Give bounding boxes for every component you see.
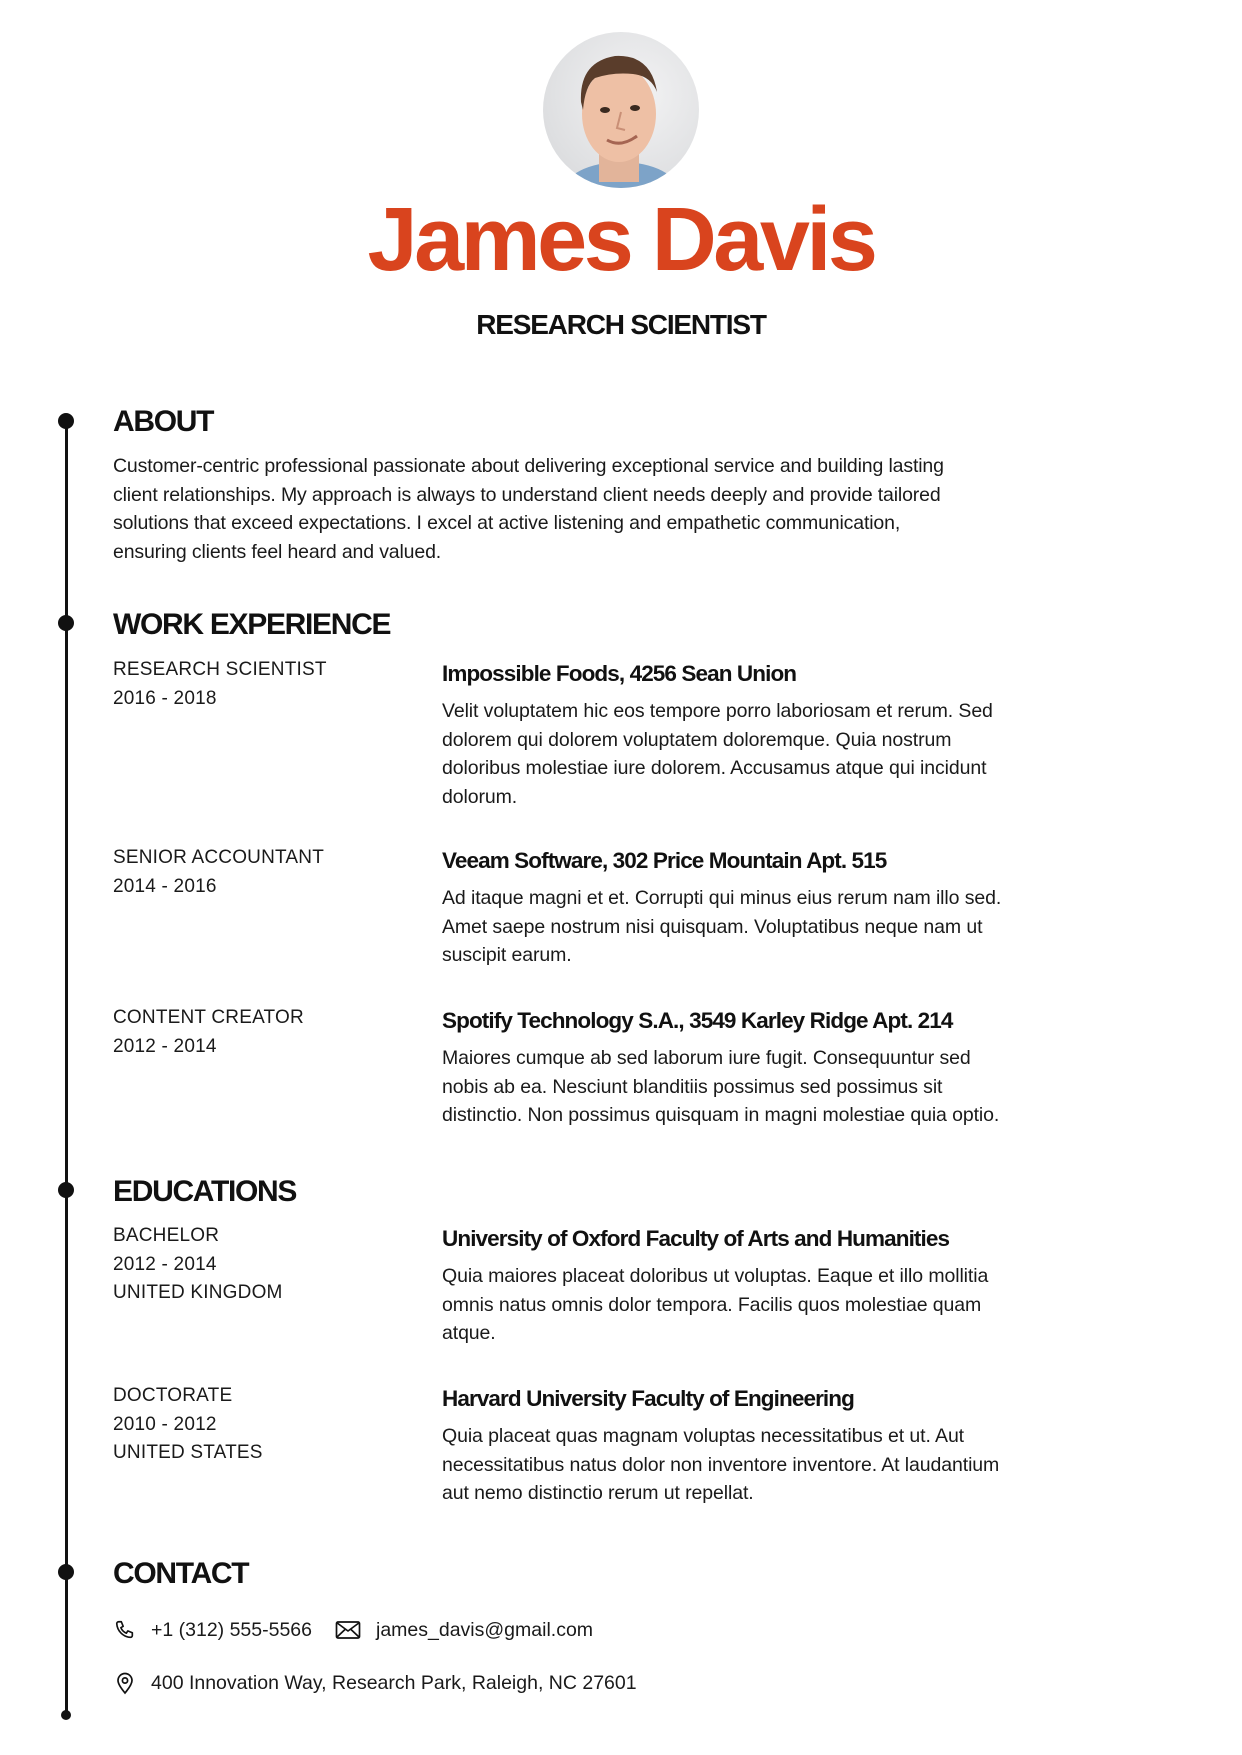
work-item [442, 660, 1132, 812]
work-item [442, 1007, 1132, 1130]
description-line: Quia maiores placeat doloribus ut voluptas. Eaque et illo mollitia [442, 1265, 989, 1287]
location-pin-icon [113, 1671, 137, 1695]
education-description [442, 1262, 1132, 1348]
work-description [442, 697, 1132, 812]
candidate-title: RESEARCH SCIENTIST [476, 309, 766, 340]
education-description [442, 1422, 1132, 1508]
about-line: client relationships. My approach is always to understand client needs deeply and provide tailored [113, 483, 941, 506]
work-years: 2014 - 2016 [113, 875, 217, 897]
profile-photo-illustration [543, 32, 699, 188]
contact-row-address [113, 1668, 637, 1698]
education-item-meta [113, 1222, 283, 1308]
about-text [113, 452, 944, 567]
education-years: 2010 - 2012 [113, 1413, 217, 1435]
description-line: dolorum. [442, 786, 518, 809]
description-line: Amet saepe nostrum nisi quisquam. Voluptatibus neque nam ut [442, 915, 983, 938]
about-heading: ABOUT [113, 405, 214, 438]
education-years: 2012 - 2014 [113, 1253, 217, 1275]
description-line: suscipit earum. [442, 944, 572, 967]
work-company: Veeam Software, 302 Price Mountain Apt. 515 [442, 848, 887, 873]
contact-heading: CONTACT [113, 1557, 249, 1590]
description-line: Maiores cumque ab sed laborum iure fugit. Consequuntur sed [442, 1047, 971, 1069]
work-years: 2016 - 2018 [113, 687, 217, 709]
contact-email[interactable]: james_davis@gmail.com [376, 1618, 594, 1641]
education-item [442, 1385, 1132, 1508]
work-item-meta [113, 1004, 304, 1061]
work-heading: WORK EXPERIENCE [113, 608, 391, 641]
work-item-meta [113, 844, 324, 901]
contact-phone[interactable]: +1 (312) 555-5566 [151, 1618, 312, 1641]
about-line: Customer-centric professional passionate about delivering exceptional service and building lasting [113, 455, 944, 477]
timeline-end-dot [61, 1710, 71, 1720]
education-item [442, 1225, 1132, 1348]
description-line: distinctio. Non possimus quisquam in magni molestiae quia optio. [442, 1104, 1000, 1127]
timeline-dot-education [58, 1182, 74, 1198]
education-country: UNITED STATES [113, 1442, 263, 1464]
contact-address: 400 Innovation Way, Research Park, Raleigh, NC 27601 [151, 1671, 637, 1694]
work-role: RESEARCH SCIENTIST [113, 659, 327, 680]
contact-row-primary [113, 1615, 593, 1645]
work-description [442, 1044, 1132, 1130]
education-heading: EDUCATIONS [113, 1175, 297, 1208]
description-line: aut nemo distinctio rerum ut repellat. [442, 1482, 754, 1505]
candidate-name: James Davis [367, 190, 875, 290]
about-line: solutions that exceed expectations. I excel at active listening and empathetic communication, [113, 512, 901, 535]
description-line: atque. [442, 1322, 496, 1345]
work-company: Impossible Foods, 4256 Sean Union [442, 661, 797, 686]
work-years: 2012 - 2014 [113, 1035, 217, 1057]
mail-icon [334, 1618, 362, 1642]
education-school: Harvard University Faculty of Engineering [442, 1386, 854, 1411]
timeline-dot-work [58, 615, 74, 631]
work-description [442, 884, 1132, 970]
work-item [442, 847, 1132, 970]
phone-icon [113, 1618, 137, 1642]
about-line: ensuring clients feel heard and valued. [113, 541, 442, 564]
description-line: Quia placeat quas magnam voluptas necessitatibus et ut. Aut [442, 1425, 965, 1447]
work-role: SENIOR ACCOUNTANT [113, 847, 325, 868]
work-role: CONTENT CREATOR [113, 1007, 304, 1028]
education-degree: BACHELOR [113, 1225, 220, 1246]
education-school: University of Oxford Faculty of Arts and Humanities [442, 1226, 950, 1251]
timeline-dot-contact [58, 1564, 74, 1580]
work-item-meta [113, 656, 327, 713]
education-item-meta [113, 1382, 263, 1468]
work-company: Spotify Technology S.A., 3549 Karley Ridge Apt. 214 [442, 1008, 953, 1033]
timeline-dot-about [58, 413, 74, 429]
description-line: Velit voluptatem hic eos tempore porro laboriosam et rerum. Sed [442, 700, 993, 722]
education-degree: DOCTORATE [113, 1385, 233, 1406]
education-country: UNITED KINGDOM [113, 1282, 283, 1304]
profile-photo [543, 32, 699, 188]
description-line: Ad itaque magni et et. Corrupti qui minus eius rerum nam illo sed. [442, 887, 1002, 909]
description-line: dolorem qui dolorem voluptatem doloremque. Quia nostrum [442, 728, 952, 751]
description-line: doloribus molestiae iure dolorem. Accusamus atque qui incidunt [442, 757, 987, 780]
description-line: omnis natus omnis dolor tempora. Facilis quos molestiae quam [442, 1293, 982, 1316]
description-line: nobis ab ea. Nesciunt blanditiis possimus sed possimus sit [442, 1075, 943, 1098]
description-line: necessitatibus natus dolor non inventore inventore. At laudantium [442, 1453, 1000, 1476]
